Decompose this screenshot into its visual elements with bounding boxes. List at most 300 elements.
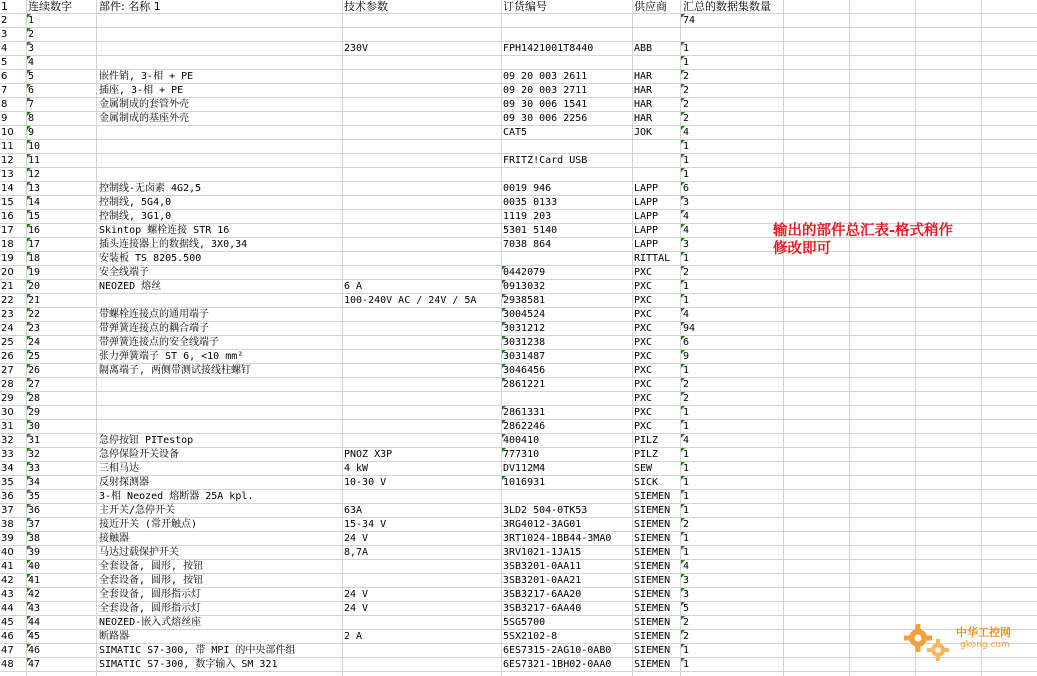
table-cell[interactable]: 36 bbox=[28, 505, 41, 516]
table-cell[interactable]: CAT5 bbox=[503, 127, 528, 138]
table-cell[interactable]: 4 bbox=[683, 211, 690, 222]
table-cell[interactable] bbox=[343, 392, 501, 405]
table-cell[interactable]: 2 bbox=[683, 113, 690, 124]
table-cell[interactable]: SIEMEN bbox=[634, 561, 671, 572]
table-cell[interactable] bbox=[343, 182, 501, 195]
table-cell[interactable]: 6 A bbox=[344, 281, 363, 292]
table-cell[interactable] bbox=[502, 140, 632, 153]
table-cell[interactable]: 0913032 bbox=[503, 281, 546, 292]
table-cell[interactable]: 38 bbox=[28, 533, 41, 544]
table-cell[interactable]: SIMATIC S7-300, 数字输入 SM 321 bbox=[99, 659, 278, 670]
table-cell[interactable]: 09 20 003 2711 bbox=[503, 85, 588, 96]
table-cell[interactable]: PILZ bbox=[634, 449, 659, 460]
table-cell[interactable] bbox=[97, 392, 343, 405]
table-cell[interactable]: 13 bbox=[28, 183, 41, 194]
table-cell[interactable]: NEOZED 熔丝 bbox=[99, 281, 162, 292]
table-cell[interactable]: PXC bbox=[634, 309, 653, 320]
table-cell[interactable]: 1 bbox=[683, 169, 690, 180]
error-indicator-icon bbox=[27, 210, 31, 214]
table-cell[interactable] bbox=[681, 28, 783, 41]
table-cell[interactable]: 3RV1021-1JA15 bbox=[503, 547, 582, 558]
header-cell[interactable]: 订货编号 bbox=[503, 0, 547, 13]
table-cell[interactable]: 2 bbox=[683, 393, 690, 404]
table-cell[interactable]: 马达过载保护开关 bbox=[99, 547, 179, 558]
table-cell[interactable]: 带螺栓连接点的通用端子 bbox=[99, 309, 209, 320]
table-cell[interactable] bbox=[343, 126, 501, 139]
table-cell[interactable] bbox=[343, 56, 501, 69]
row-number: 32 bbox=[1, 435, 14, 446]
table-cell[interactable]: 插头连接器上的数据线, 3X0,34 bbox=[99, 239, 248, 250]
table-cell[interactable]: 3031487 bbox=[503, 351, 546, 362]
table-cell[interactable]: 1 bbox=[683, 365, 690, 376]
table-cell[interactable]: 反射探测器 bbox=[99, 477, 149, 488]
table-cell[interactable]: 9 bbox=[28, 127, 35, 138]
table-cell[interactable] bbox=[343, 490, 501, 503]
table-cell[interactable]: 4 bbox=[683, 435, 690, 446]
error-indicator-icon bbox=[681, 14, 685, 18]
table-cell[interactable]: 1 bbox=[683, 547, 690, 558]
table-cell[interactable]: 15 bbox=[28, 211, 41, 222]
table-cell[interactable] bbox=[343, 224, 501, 237]
table-cell[interactable]: 6 bbox=[28, 85, 35, 96]
table-cell[interactable] bbox=[343, 14, 501, 27]
table-cell[interactable]: HAR bbox=[634, 113, 653, 124]
table-cell[interactable]: 4 bbox=[683, 561, 690, 572]
table-cell[interactable]: 2 bbox=[683, 631, 690, 642]
annotation-note bbox=[773, 222, 1013, 258]
table-cell[interactable]: 1 bbox=[683, 645, 690, 656]
table-cell[interactable]: 1 bbox=[683, 491, 690, 502]
table-cell[interactable]: 4 kW bbox=[344, 463, 369, 474]
table-cell[interactable] bbox=[97, 294, 343, 307]
table-cell[interactable]: ABB bbox=[634, 43, 653, 54]
table-cell[interactable]: PXC bbox=[634, 295, 653, 306]
row-number: 4 bbox=[1, 43, 8, 54]
table-cell[interactable] bbox=[343, 210, 501, 223]
table-cell[interactable]: 金属制成的套管外壳 bbox=[99, 99, 189, 110]
table-cell[interactable] bbox=[343, 84, 501, 97]
table-cell[interactable]: SIEMEN bbox=[634, 645, 671, 656]
table-cell[interactable] bbox=[343, 196, 501, 209]
table-cell[interactable]: 1 bbox=[683, 407, 690, 418]
table-cell[interactable]: 插座, 3-相 + PE bbox=[99, 85, 184, 96]
table-cell[interactable]: 46 bbox=[28, 645, 41, 656]
table-cell[interactable]: SIEMEN bbox=[634, 589, 671, 600]
table-cell[interactable] bbox=[343, 252, 501, 265]
table-cell[interactable]: HAR bbox=[634, 85, 653, 96]
table-cell[interactable]: SIMATIC S7-300, 带 MPI 的中央部件组 bbox=[99, 645, 296, 656]
table-cell[interactable]: 带弹簧连接点的安全线端子 bbox=[99, 337, 219, 348]
table-cell[interactable]: 3046456 bbox=[503, 365, 546, 376]
table-cell[interactable] bbox=[343, 406, 501, 419]
table-cell[interactable]: 2861221 bbox=[503, 379, 546, 390]
table-cell[interactable] bbox=[343, 322, 501, 335]
table-cell[interactable] bbox=[343, 98, 501, 111]
table-cell[interactable]: 1 bbox=[683, 141, 690, 152]
table-cell[interactable]: 3SB3217-6AA40 bbox=[503, 603, 582, 614]
table-cell[interactable]: 6ES7315-2AG10-0AB0 bbox=[503, 645, 612, 656]
table-cell[interactable]: 230V bbox=[344, 43, 369, 54]
table-cell[interactable]: 控制线, 3G1,0 bbox=[99, 211, 172, 222]
table-cell[interactable] bbox=[343, 154, 501, 167]
table-cell[interactable] bbox=[343, 434, 501, 447]
table-cell[interactable]: PILZ bbox=[634, 435, 659, 446]
table-cell[interactable]: 2 bbox=[683, 519, 690, 530]
table-cell[interactable] bbox=[343, 420, 501, 433]
table-cell[interactable]: SIEMEN bbox=[634, 617, 671, 628]
table-cell[interactable]: 1119 203 bbox=[503, 211, 552, 222]
table-cell[interactable] bbox=[502, 252, 632, 265]
table-cell[interactable]: 金属制成的基座外壳 bbox=[99, 113, 189, 124]
table-cell[interactable]: 18 bbox=[28, 253, 41, 264]
table-cell[interactable]: 34 bbox=[28, 477, 41, 488]
header-cell[interactable]: 汇总的数据集数量 bbox=[683, 0, 771, 13]
table-cell[interactable]: 断路器 bbox=[99, 631, 129, 642]
table-cell[interactable]: PXC bbox=[634, 337, 653, 348]
table-cell[interactable]: 09 30 006 2256 bbox=[503, 113, 588, 124]
header-cell[interactable]: 技术参数 bbox=[344, 0, 388, 13]
header-cell[interactable]: 部件: 名称 1 bbox=[99, 0, 161, 13]
table-cell[interactable]: 急停按钮 PITestop bbox=[99, 435, 194, 446]
table-cell[interactable] bbox=[343, 168, 501, 181]
table-cell[interactable]: 9 bbox=[683, 351, 690, 362]
table-cell[interactable]: 1 bbox=[683, 43, 690, 54]
table-cell[interactable]: 44 bbox=[28, 617, 41, 628]
table-cell[interactable]: 8,7A bbox=[344, 547, 369, 558]
table-cell[interactable]: 14 bbox=[28, 197, 41, 208]
table-cell[interactable]: 7038 864 bbox=[503, 239, 552, 250]
table-cell[interactable] bbox=[633, 56, 680, 69]
table-cell[interactable]: 09 30 006 1541 bbox=[503, 99, 588, 110]
table-cell[interactable]: 3LD2 504-0TK53 bbox=[503, 505, 588, 516]
error-indicator-icon bbox=[27, 448, 31, 452]
table-cell[interactable] bbox=[97, 406, 343, 419]
table-cell[interactable]: 31 bbox=[28, 435, 41, 446]
table-cell[interactable]: 1 bbox=[683, 449, 690, 460]
table-cell[interactable]: 12 bbox=[28, 169, 41, 180]
table-cell[interactable]: 35 bbox=[28, 491, 41, 502]
table-cell[interactable]: 2 bbox=[683, 617, 690, 628]
table-cell[interactable] bbox=[343, 112, 501, 125]
table-cell[interactable]: 37 bbox=[28, 519, 41, 530]
table-cell[interactable] bbox=[343, 350, 501, 363]
table-cell[interactable]: 43 bbox=[28, 603, 41, 614]
table-cell[interactable]: PXC bbox=[634, 421, 653, 432]
table-cell[interactable]: 3SB3201-0AA21 bbox=[503, 575, 582, 586]
table-cell[interactable]: 5 bbox=[683, 603, 690, 614]
table-cell[interactable]: SIEMEN bbox=[634, 575, 671, 586]
table-cell[interactable]: 17 bbox=[28, 239, 41, 250]
table-cell[interactable]: 3-相 Neozed 熔断器 25A kpl. bbox=[99, 491, 254, 502]
table-cell[interactable]: 2 A bbox=[344, 631, 363, 642]
table-cell[interactable]: 控制线-无卤素 4G2,5 bbox=[99, 183, 202, 194]
table-cell[interactable] bbox=[343, 644, 501, 657]
table-cell[interactable]: 20 bbox=[28, 281, 41, 292]
table-cell[interactable] bbox=[633, 168, 680, 181]
table-cell[interactable]: LAPP bbox=[634, 183, 659, 194]
table-cell[interactable]: 10 bbox=[28, 141, 41, 152]
table-row bbox=[0, 140, 1037, 154]
table-cell[interactable] bbox=[343, 238, 501, 251]
table-cell[interactable]: 4 bbox=[683, 127, 690, 138]
table-cell[interactable]: 0019 946 bbox=[503, 183, 552, 194]
table-cell[interactable] bbox=[343, 658, 501, 671]
table-cell[interactable]: 6 bbox=[683, 337, 690, 348]
table-cell[interactable] bbox=[343, 266, 501, 279]
table-cell[interactable]: 安装板 TS 8205.500 bbox=[99, 253, 202, 264]
table-cell[interactable]: 45 bbox=[28, 631, 41, 642]
table-cell[interactable]: 32 bbox=[28, 449, 41, 460]
table-cell[interactable]: Skintop 螺栓连接 STR 16 bbox=[99, 225, 230, 236]
table-cell[interactable]: 47 bbox=[28, 659, 41, 670]
table-cell[interactable]: 5301 5140 bbox=[503, 225, 558, 236]
table-cell[interactable]: 3031238 bbox=[503, 337, 546, 348]
table-cell[interactable]: 11 bbox=[28, 155, 41, 166]
table-cell[interactable]: 3SB3201-0AA11 bbox=[503, 561, 582, 572]
table-cell[interactable] bbox=[343, 378, 501, 391]
table-cell[interactable] bbox=[97, 42, 343, 55]
table-cell[interactable]: HAR bbox=[634, 99, 653, 110]
table-cell[interactable] bbox=[633, 14, 680, 27]
table-cell[interactable]: 急停保险开关设备 bbox=[99, 449, 179, 460]
table-cell[interactable]: 5 bbox=[28, 71, 35, 82]
table-cell[interactable]: 1016931 bbox=[503, 477, 546, 488]
table-cell[interactable] bbox=[502, 56, 632, 69]
table-cell[interactable]: 3004524 bbox=[503, 309, 546, 320]
table-cell[interactable]: LAPP bbox=[634, 239, 659, 250]
table-cell[interactable]: 100-240V AC / 24V / 5A bbox=[344, 295, 477, 306]
table-cell[interactable]: 21 bbox=[28, 295, 41, 306]
table-cell[interactable]: HAR bbox=[634, 71, 653, 82]
header-row bbox=[0, 0, 1037, 14]
error-indicator-icon bbox=[681, 336, 685, 340]
table-cell[interactable] bbox=[343, 28, 501, 41]
table-cell[interactable]: SIEMEN bbox=[634, 631, 671, 642]
table-cell[interactable] bbox=[97, 28, 343, 41]
row-number: 8 bbox=[1, 99, 8, 110]
table-cell[interactable]: 2 bbox=[28, 29, 35, 40]
table-cell[interactable]: SICK bbox=[634, 477, 659, 488]
table-cell[interactable]: SIEMEN bbox=[634, 603, 671, 614]
table-cell[interactable] bbox=[97, 154, 343, 167]
table-cell[interactable] bbox=[502, 168, 632, 181]
table-cell[interactable]: PXC bbox=[634, 323, 653, 334]
table-cell[interactable] bbox=[343, 336, 501, 349]
table-cell[interactable] bbox=[633, 140, 680, 153]
table-cell[interactable]: 1 bbox=[683, 253, 690, 264]
table-cell[interactable]: 1 bbox=[683, 477, 690, 488]
table-cell[interactable]: 2 bbox=[683, 71, 690, 82]
table-cell[interactable]: 3 bbox=[683, 197, 690, 208]
table-cell[interactable]: 3 bbox=[683, 589, 690, 600]
table-cell[interactable] bbox=[502, 14, 632, 27]
table-cell[interactable]: 33 bbox=[28, 463, 41, 474]
table-cell[interactable] bbox=[343, 560, 501, 573]
table-cell[interactable]: 7 bbox=[28, 99, 35, 110]
table-cell[interactable]: 4 bbox=[683, 225, 690, 236]
table-cell[interactable]: PXC bbox=[634, 379, 653, 390]
table-cell[interactable]: 接近开关 (常开触点) bbox=[99, 519, 198, 530]
table-cell[interactable]: 1 bbox=[683, 57, 690, 68]
table-cell[interactable]: SIEMEN bbox=[634, 659, 671, 670]
table-cell[interactable]: 19 bbox=[28, 267, 41, 278]
table-cell[interactable]: 777310 bbox=[503, 449, 540, 460]
table-cell[interactable]: PXC bbox=[634, 267, 653, 278]
table-cell[interactable] bbox=[343, 616, 501, 629]
table-cell[interactable]: FRITZ!Card USB bbox=[503, 155, 588, 166]
table-cell[interactable]: 63A bbox=[344, 505, 363, 516]
table-cell[interactable]: 全套设备, 圆形, 按钮 bbox=[99, 575, 204, 586]
error-indicator-icon bbox=[27, 378, 31, 382]
table-cell[interactable]: 2 bbox=[683, 99, 690, 110]
table-cell[interactable]: 主开关/急停开关 bbox=[99, 505, 176, 516]
error-indicator-icon bbox=[681, 154, 685, 158]
table-cell[interactable] bbox=[502, 490, 632, 503]
table-cell[interactable]: NEOZED-嵌入式熔丝座 bbox=[99, 617, 202, 628]
table-cell[interactable]: 29 bbox=[28, 407, 41, 418]
table-cell[interactable]: 全套设备, 圆形, 按钮 bbox=[99, 561, 204, 572]
table-cell[interactable]: 带弹簧连接点的耦合端子 bbox=[99, 323, 209, 334]
table-cell[interactable]: 安全线端子 bbox=[99, 267, 149, 278]
table-cell[interactable]: 1 bbox=[683, 155, 690, 166]
table-cell[interactable]: PXC bbox=[634, 365, 653, 376]
table-cell[interactable]: 2 bbox=[683, 379, 690, 390]
table-cell[interactable]: DV112M4 bbox=[503, 463, 546, 474]
table-cell[interactable]: 5SX2102-8 bbox=[503, 631, 558, 642]
table-cell[interactable]: 39 bbox=[28, 547, 41, 558]
table-cell[interactable]: 6ES7321-1BH02-0AA0 bbox=[503, 659, 612, 670]
table-cell[interactable]: 3 bbox=[683, 239, 690, 250]
table-cell[interactable]: PXC bbox=[634, 281, 653, 292]
table-cell[interactable]: 0035 0133 bbox=[503, 197, 558, 208]
table-cell[interactable]: 42 bbox=[28, 589, 41, 600]
table-cell[interactable] bbox=[97, 140, 343, 153]
table-cell[interactable]: 25 bbox=[28, 351, 41, 362]
table-cell[interactable]: 27 bbox=[28, 379, 41, 390]
table-cell[interactable]: 5SG5700 bbox=[503, 617, 546, 628]
table-cell[interactable] bbox=[502, 28, 632, 41]
table-cell[interactable]: 1 bbox=[683, 421, 690, 432]
table-cell[interactable]: SIEMEN bbox=[634, 491, 671, 502]
table-cell[interactable]: FPH1421001T8440 bbox=[503, 43, 594, 54]
table-cell[interactable]: 隔离端子, 两侧带测试接线柱螺钉 bbox=[99, 365, 252, 376]
table-cell[interactable]: 2861331 bbox=[503, 407, 546, 418]
table-cell[interactable]: PXC bbox=[634, 393, 653, 404]
table-cell[interactable] bbox=[97, 14, 343, 27]
table-cell[interactable]: JOK bbox=[634, 127, 653, 138]
table-cell[interactable]: 30 bbox=[28, 421, 41, 432]
table-cell[interactable]: PNOZ X3P bbox=[344, 449, 393, 460]
table-cell[interactable]: 0442079 bbox=[503, 267, 546, 278]
table-cell[interactable]: 24 V bbox=[344, 533, 369, 544]
table-cell[interactable]: RITTAL bbox=[634, 253, 671, 264]
table-cell[interactable]: SIEMEN bbox=[634, 505, 671, 516]
table-cell[interactable] bbox=[633, 154, 680, 167]
table-cell[interactable] bbox=[633, 28, 680, 41]
table-cell[interactable]: 1 bbox=[683, 659, 690, 670]
table-cell[interactable] bbox=[97, 56, 343, 69]
table-cell[interactable]: 4 bbox=[28, 57, 35, 68]
table-cell[interactable]: LAPP bbox=[634, 225, 659, 236]
table-cell[interactable]: 全套设备, 圆形指示灯 bbox=[99, 603, 202, 614]
table-cell[interactable] bbox=[343, 364, 501, 377]
table-cell[interactable]: 24 bbox=[28, 337, 41, 348]
table-cell[interactable]: 3SB3217-6AA20 bbox=[503, 589, 582, 600]
table-cell[interactable] bbox=[97, 168, 343, 181]
table-cell[interactable] bbox=[343, 140, 501, 153]
table-cell[interactable]: 10-30 V bbox=[344, 477, 387, 488]
table-cell[interactable]: 三相马达 bbox=[99, 463, 139, 474]
table-cell[interactable]: SEW bbox=[634, 463, 653, 474]
table-cell[interactable]: 15-34 V bbox=[344, 519, 387, 530]
table-cell[interactable]: SIEMEN bbox=[634, 519, 671, 530]
table-cell[interactable]: 09 20 003 2611 bbox=[503, 71, 588, 82]
table-cell[interactable]: 3 bbox=[28, 43, 35, 54]
table-cell[interactable]: 3031212 bbox=[503, 323, 546, 334]
table-cell[interactable]: 2 bbox=[683, 85, 690, 96]
table-cell[interactable]: SIEMEN bbox=[634, 547, 671, 558]
table-cell[interactable]: 2938581 bbox=[503, 295, 546, 306]
table-cell[interactable] bbox=[343, 70, 501, 83]
table-cell[interactable]: 400410 bbox=[503, 435, 540, 446]
table-cell[interactable]: 74 bbox=[683, 15, 696, 26]
table-cell[interactable]: 22 bbox=[28, 309, 41, 320]
header-cell[interactable]: 连续数字 bbox=[28, 0, 72, 13]
table-cell[interactable]: PXC bbox=[634, 407, 653, 418]
table-cell[interactable]: 1 bbox=[683, 505, 690, 516]
table-cell[interactable] bbox=[502, 392, 632, 405]
table-cell[interactable]: 接触器 bbox=[99, 533, 129, 544]
table-cell[interactable] bbox=[343, 574, 501, 587]
table-cell[interactable]: LAPP bbox=[634, 211, 659, 222]
table-cell[interactable]: 3 bbox=[683, 575, 690, 586]
table-cell[interactable]: 8 bbox=[28, 113, 35, 124]
table-cell[interactable]: 嵌件销, 3-相 + PE bbox=[99, 71, 194, 82]
table-cell[interactable]: LAPP bbox=[634, 197, 659, 208]
table-cell[interactable] bbox=[343, 308, 501, 321]
table-cell[interactable]: PXC bbox=[634, 351, 653, 362]
table-cell[interactable]: 6 bbox=[683, 183, 690, 194]
table-cell[interactable]: 3RG4012-3AG01 bbox=[503, 519, 582, 530]
table-cell[interactable]: 1 bbox=[683, 281, 690, 292]
table-cell[interactable]: 1 bbox=[28, 15, 35, 26]
table-cell[interactable] bbox=[97, 378, 343, 391]
table-cell[interactable]: 40 bbox=[28, 561, 41, 572]
table-cell[interactable]: 26 bbox=[28, 365, 41, 376]
table-cell[interactable] bbox=[97, 126, 343, 139]
table-cell[interactable]: 2 bbox=[683, 267, 690, 278]
table-cell[interactable] bbox=[97, 420, 343, 433]
table-cell[interactable]: 94 bbox=[683, 323, 696, 334]
table-cell[interactable]: 16 bbox=[28, 225, 41, 236]
header-cell[interactable]: 供应商 bbox=[634, 0, 667, 13]
table-cell[interactable]: 4 bbox=[683, 309, 690, 320]
table-cell[interactable]: 28 bbox=[28, 393, 41, 404]
table-cell[interactable]: 24 V bbox=[344, 603, 369, 614]
table-cell[interactable]: 控制线, 5G4,0 bbox=[99, 197, 172, 208]
table-cell[interactable]: 2862246 bbox=[503, 421, 546, 432]
table-cell[interactable]: 1 bbox=[683, 295, 690, 306]
table-cell[interactable]: 24 V bbox=[344, 589, 369, 600]
table-cell[interactable]: 23 bbox=[28, 323, 41, 334]
table-cell[interactable]: 1 bbox=[683, 533, 690, 544]
table-cell[interactable]: 全套设备, 圆形指示灯 bbox=[99, 589, 202, 600]
table-cell[interactable]: 3RT1024-1BB44-3MA0 bbox=[503, 533, 612, 544]
table-cell[interactable]: 1 bbox=[683, 463, 690, 474]
table-cell[interactable]: 张力弹簧端子 ST 6, <10 mm² bbox=[99, 351, 244, 362]
table-cell[interactable]: 41 bbox=[28, 575, 41, 586]
table-cell[interactable]: SIEMEN bbox=[634, 533, 671, 544]
